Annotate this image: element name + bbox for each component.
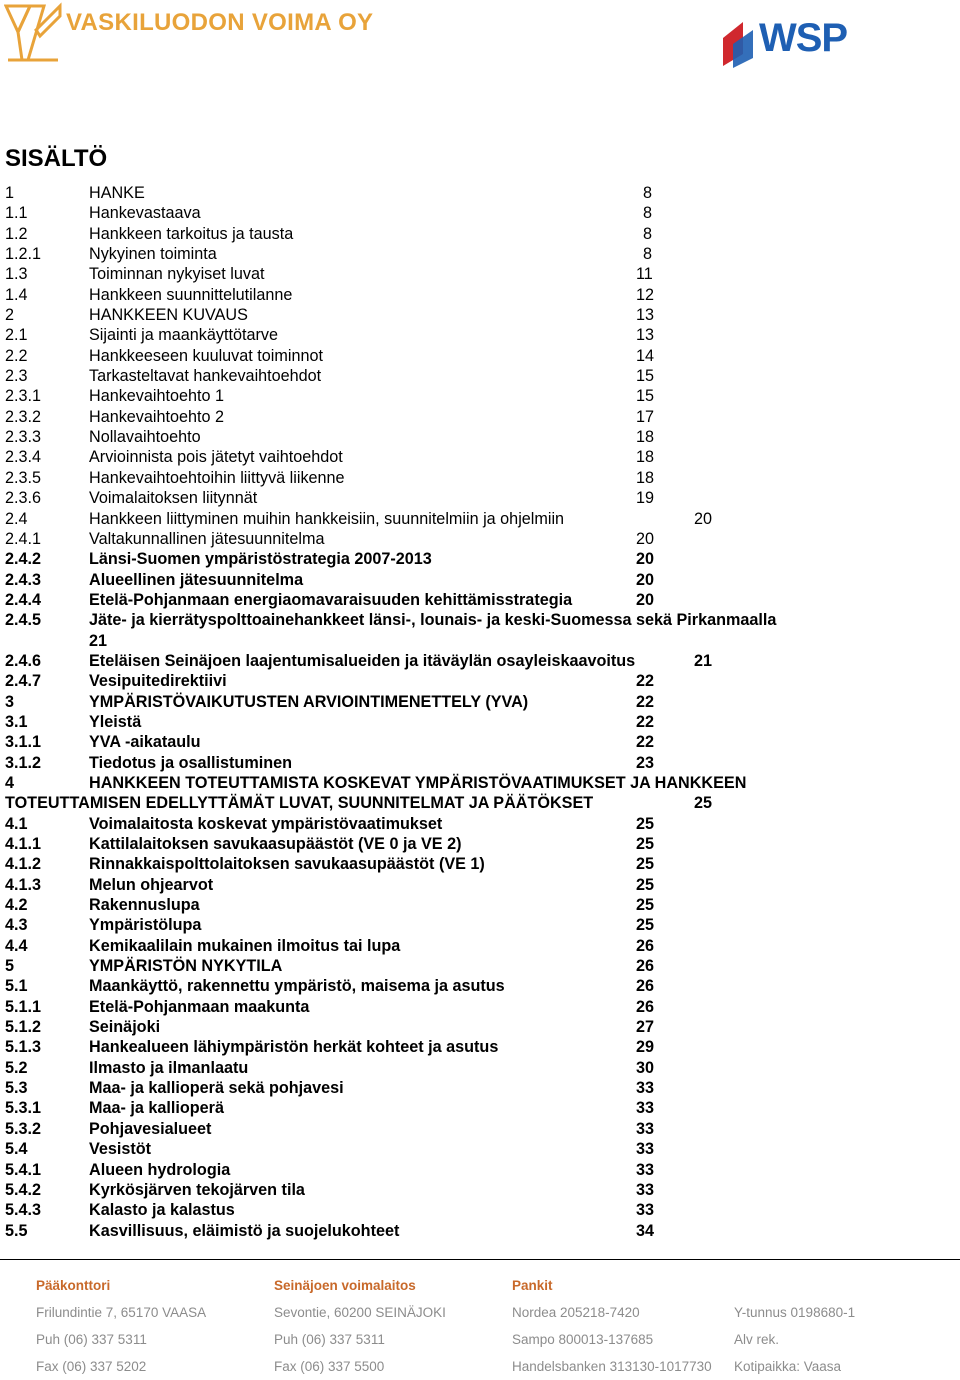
toc-entry[interactable]: 4.1.1 Kattilalaitoksen savukaasupäästöt (VE 0 ja VE 2) 25 <box>5 835 655 853</box>
footer-business-id: Y-tunnus 0198680-1 <box>734 1305 856 1320</box>
toc-entry[interactable]: 2.2 Hankkeeseen kuuluvat toiminnot 14 <box>5 346 655 365</box>
toc-entry[interactable]: 5.1.3 Hankealueen lähiympäristön herkät kohteet ja asutus 29 <box>5 1038 655 1057</box>
toc-entry[interactable]: 1.3 Toiminnan nykyiset luvat 11 <box>5 265 653 284</box>
toc-entry[interactable]: 3.1.1 YVA -aikataulu 22 <box>5 733 655 752</box>
toc-entry[interactable]: 2 HANKKEEN KUVAUS 13 <box>5 306 655 325</box>
toc-entry[interactable]: 4.2 Rakennuslupa 25 <box>5 896 655 915</box>
footer-bank: Handelsbanken 313130-1017730 <box>512 1359 712 1374</box>
toc-entry[interactable]: 1.4 Hankkeen suunnittelutilanne 12 <box>5 285 655 304</box>
toc-entry[interactable]: 5.5 Kasvillisuus, eläimistö ja suojelukohteet 34 <box>5 1221 655 1240</box>
toc-entry[interactable]: 2.3.5 Hankevaihtoehtoihin liittyvä liikenne 18 <box>5 468 655 487</box>
toc-entry[interactable]: 2.4.7 Vesipuitedirektiivi 22 <box>5 672 655 691</box>
footer-bank: Nordea 205218-7420 <box>512 1305 640 1320</box>
toc-entry[interactable]: 2.4.5 Jäte- ja kierrätyspolttoainehankkeet länsi-, lounais- ja keski-Suomessa sekä Pirkanmaalla 21 <box>5 611 777 650</box>
toc-entry[interactable]: 2.4.6 Eteläisen Seinäjoen laajentumisalueiden ja itäväylän osayleiskaavoitus 21 <box>5 651 713 670</box>
toc-entry[interactable]: 2.4 Hankkeen liittyminen muihin hankkeisiin, suunnitelmiin ja ohjelmiin 20 <box>5 509 713 528</box>
footer-vat: Alv rek. <box>734 1332 780 1347</box>
toc-entry[interactable]: 4 HANKKEEN TOTEUTTAMISTA KOSKEVAT YMPÄRISTÖVAATIMUKSET JA HANKKEEN TOTEUTTAMISEN EDELLYTTÄMÄT LUVAT, SUUNNITELMAT JA PÄÄTÖKSET 25 <box>5 773 747 813</box>
toc-entry[interactable]: 1.2 Hankkeen tarkoitus ja tausta 8 <box>5 224 653 243</box>
footer-banks <box>512 1272 712 1380</box>
footer-domicile: Kotipaikka: Vaasa <box>734 1359 842 1374</box>
toc-entry[interactable]: 5.3.1 Maa- ja kallioperä 33 <box>5 1099 655 1118</box>
toc-entry[interactable]: 5.4.3 Kalasto ja kalastus 33 <box>5 1201 655 1220</box>
toc-entry[interactable]: 1.1 Hankevastaava 8 <box>5 204 653 223</box>
toc-entry[interactable]: 2.3.6 Voimalaitoksen liitynnät 19 <box>5 489 655 508</box>
footer-head-office <box>36 1272 206 1380</box>
footer-bank: Sampo 800013-137685 <box>512 1332 654 1347</box>
page-header <box>0 0 960 80</box>
table-of-contents <box>0 183 960 1261</box>
toc-entry[interactable]: 2.3 Tarkasteltavat hankevaihtoehdot 15 <box>5 367 655 386</box>
toc-entry[interactable]: 5.4 Vesistöt 33 <box>5 1140 655 1159</box>
toc-entry[interactable]: 5.4.2 Kyrkösjärven tekojärven tila 33 <box>5 1180 655 1199</box>
toc-entry[interactable]: 5.1.1 Etelä-Pohjanmaan maakunta 26 <box>5 997 655 1016</box>
toc-entry[interactable]: 2.3.3 Nollavaihtoehto 18 <box>5 428 655 447</box>
toc-entry[interactable]: 3.1.2 Tiedotus ja osallistuminen 23 <box>5 753 655 772</box>
footer-phone: Puh (06) 337 5311 <box>274 1332 385 1347</box>
toc-entry[interactable]: 5.3 Maa- ja kallioperä sekä pohjavesi 33 <box>5 1079 655 1098</box>
toc-entry[interactable]: 2.4.3 Alueellinen jätesuunnitelma 20 <box>5 570 655 589</box>
footer-fax: Fax (06) 337 5500 <box>274 1359 385 1374</box>
toc-entry[interactable]: 3.1 Yleistä 22 <box>5 712 655 731</box>
toc-entry[interactable]: 4.1.3 Melun ohjearvot 25 <box>5 875 655 894</box>
toc-entry[interactable]: 4.3 Ympäristölupa 25 <box>5 916 655 935</box>
wsp-logo-icon <box>719 18 759 68</box>
toc-entry[interactable]: 5 YMPÄRISTÖN NYKYTILA 26 <box>5 957 655 976</box>
toc-entry[interactable]: 1.2.1 Nykyinen toiminta 8 <box>5 245 653 264</box>
toc-entry[interactable]: 2.1 Sijainti ja maankäyttötarve 13 <box>5 326 655 345</box>
toc-entry[interactable]: 5.1.2 Seinäjoki 27 <box>5 1018 655 1037</box>
toc-entry[interactable]: 4.1 Voimalaitosta koskevat ympäristövaatimukset 25 <box>5 814 655 833</box>
toc-entry[interactable]: 5.3.2 Pohjavesialueet 33 <box>5 1119 655 1138</box>
footer-seinajoki-plant <box>274 1272 446 1380</box>
toc-entry[interactable]: 5.1 Maankäyttö, rakennettu ympäristö, maisema ja asutus 26 <box>5 977 655 996</box>
toc-entry[interactable]: 2.3.4 Arvioinnista pois jätetyt vaihtoehdot 18 <box>5 448 655 467</box>
toc-entry[interactable]: 1 HANKE 8 <box>5 184 653 202</box>
toc-entry[interactable]: 2.4.4 Etelä-Pohjanmaan energiaomavaraisuuden kehittämisstrategia 20 <box>5 590 655 609</box>
toc-entry[interactable]: 3 YMPÄRISTÖVAIKUTUSTEN ARVIOINTIMENETTELY (YVA) 22 <box>5 692 655 711</box>
toc-entry[interactable]: 4.4 Kemikaalilain mukainen ilmoitus tai lupa 26 <box>5 936 655 955</box>
footer-heading: Pääkonttori <box>36 1278 111 1293</box>
toc-entry[interactable]: 5.4.1 Alueen hydrologia 33 <box>5 1160 655 1179</box>
wsp-logo-text: WSP <box>759 16 848 60</box>
footer-fax: Fax (06) 337 5202 <box>36 1359 147 1374</box>
toc-entry[interactable]: 2.3.2 Hankevaihtoehto 2 17 <box>5 407 655 426</box>
footer-heading: Seinäjoen voimalaitos <box>274 1278 416 1293</box>
company-name: VASKILUODON VOIMA OY <box>66 9 374 36</box>
footer-address: Sevontie, 60200 SEINÄJOKI <box>274 1305 446 1320</box>
footer-company-info <box>734 1299 855 1380</box>
footer-heading: Pankit <box>512 1278 553 1293</box>
toc-entry[interactable]: 2.4.1 Valtakunnallinen jätesuunnitelma 20 <box>5 529 655 548</box>
toc-entry[interactable]: 4.1.2 Rinnakkaispolttolaitoksen savukaasupäästöt (VE 1) 25 <box>5 855 655 874</box>
toc-entry[interactable]: 2.4.2 Länsi-Suomen ympäristöstrategia 2007-2013 20 <box>5 550 655 569</box>
vaskiluodon-logo-icon <box>4 2 62 64</box>
footer-phone: Puh (06) 337 5311 <box>36 1332 147 1347</box>
toc-title: SISÄLTÖ <box>5 145 108 172</box>
footer-address: Frilundintie 7, 65170 VAASA <box>36 1305 207 1320</box>
footer-divider <box>0 1259 960 1260</box>
toc-entry[interactable]: 5.2 Ilmasto ja ilmanlaatu 30 <box>5 1058 655 1077</box>
toc-entry[interactable]: 2.3.1 Hankevaihtoehto 1 15 <box>5 387 655 406</box>
